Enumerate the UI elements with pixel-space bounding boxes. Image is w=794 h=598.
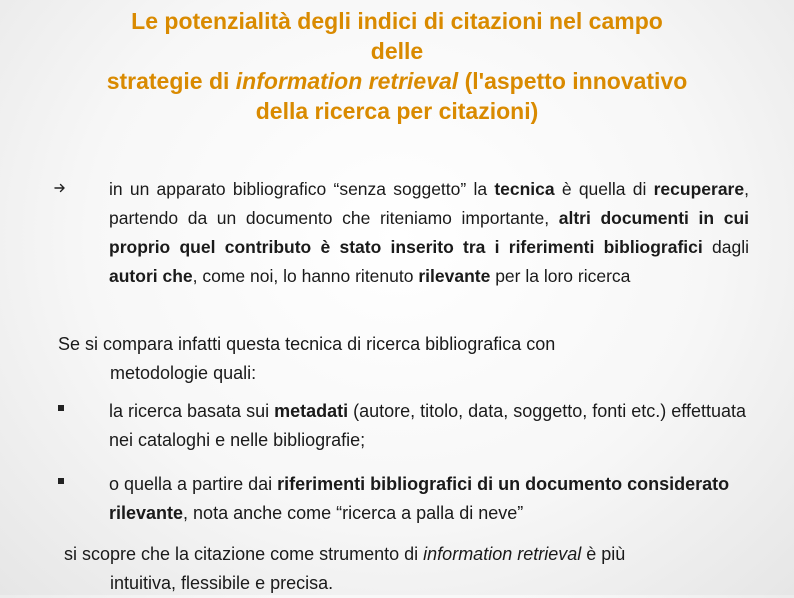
arrow-text-part: in un apparato bibliografico “senza soggetto” la <box>109 179 495 199</box>
arrow-text-part: è quella di <box>554 179 654 199</box>
conclusion-text-part: è più <box>581 544 626 564</box>
conclusion-emphasis: information retrieval <box>423 544 582 564</box>
title-line-3-emphasis: information retrieval <box>235 68 459 94</box>
arrow-text-bold: tecnica <box>494 179 555 199</box>
conclusion-text-part: si scopre che la citazione come strumento di <box>64 544 424 564</box>
conclusion-line-2: intuitiva, flessibile e precisa. <box>110 573 334 593</box>
arrow-text-part: , come noi, lo hanno ritenuto <box>192 266 419 286</box>
arrow-text-part: dagli <box>702 237 749 257</box>
comparison-line-2: metodologie quali: <box>110 363 257 383</box>
arrow-item-text <box>109 175 749 291</box>
arrow-text-bold: altri documenti in cui proprio quel contributo è stato inserito tra i riferimenti bibliografici <box>109 208 749 257</box>
title-line-4: della ricerca per citazioni) <box>255 98 539 124</box>
square-bullet-icon <box>58 478 64 484</box>
square-bullet-icon <box>58 405 64 411</box>
arrow-text-bold: autori che <box>109 266 193 286</box>
conclusion-paragraph <box>64 540 764 598</box>
bullet-text <box>109 397 759 455</box>
title-line-3-pre: strategie di <box>106 68 236 94</box>
comparison-paragraph <box>58 330 748 388</box>
bullet-text <box>109 470 759 528</box>
arrow-text-part: , partendo da un documento che riteniamo importante, <box>109 179 749 228</box>
bullet-text-part: o quella a partire dai <box>109 474 278 494</box>
bullet-text-part: , nota anche come “ricerca a palla di neve” <box>183 503 524 523</box>
bullet-text-bold: riferimenti bibliografici di un documento considerato rilevante <box>109 474 730 523</box>
bullet-text-part: (autore, titolo, data, soggetto, fonti etc.) effettuata nei cataloghi e nelle bibliografie; <box>109 401 747 450</box>
bullet-text-bold: metadati <box>274 401 349 421</box>
comparison-line-1: Se si compara infatti questa tecnica di ricerca bibliografica con <box>58 334 556 354</box>
title-line-2: delle <box>370 38 424 64</box>
arrow-text-bold: rilevante <box>418 266 491 286</box>
title-line-3-post: (l'aspetto innovativo <box>458 68 688 94</box>
title-line-3 <box>20 66 774 96</box>
slide-title <box>20 6 774 126</box>
arrow-text-bold: recuperare <box>653 179 745 199</box>
arrow-right-icon <box>54 182 66 194</box>
arrow-text-part: per la loro ricerca <box>490 266 631 286</box>
bullet-text-part: la ricerca basata sui <box>109 401 275 421</box>
title-line-1: Le potenzialità degli indici di citazioni nel campo <box>131 8 663 34</box>
